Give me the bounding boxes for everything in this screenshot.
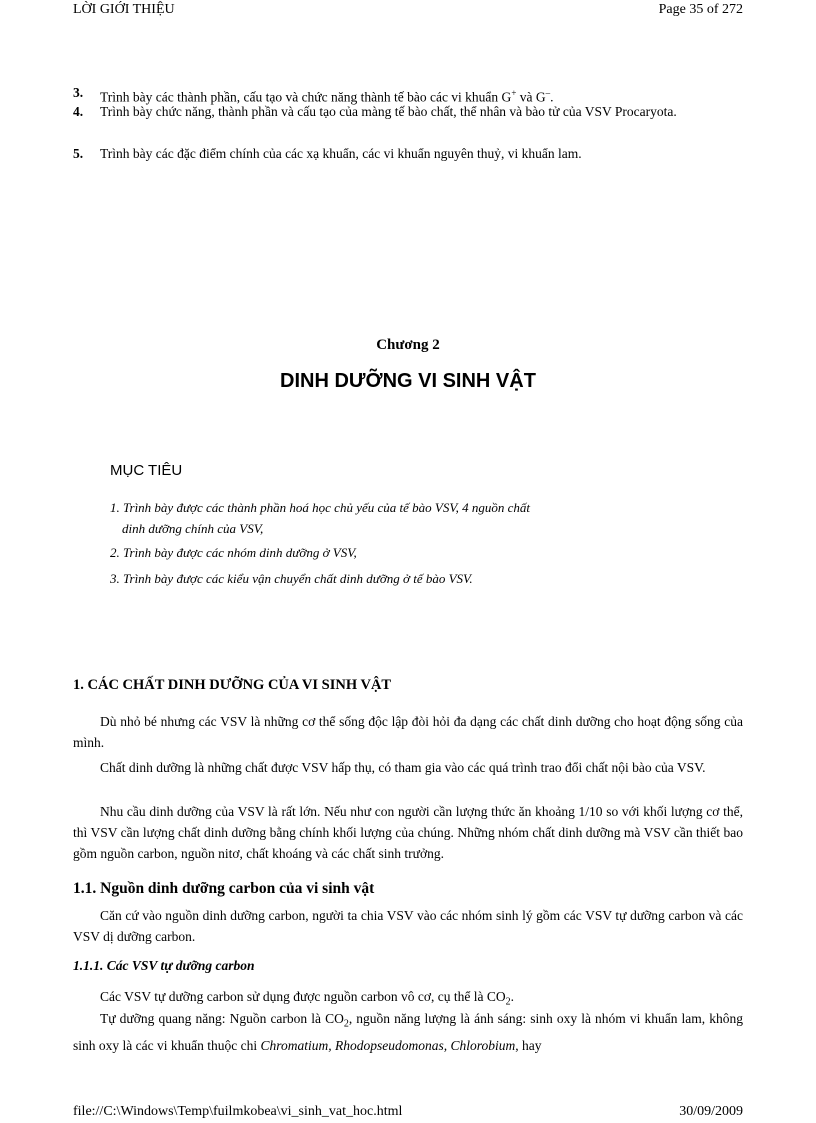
subsection-heading: 1.1. Nguồn dinh dưỡng carbon của vi sinh vật [73, 880, 375, 897]
header-title: LỜI GIỚI THIỆU [73, 2, 175, 17]
objective-item: 3. Trình bày được các kiểu vận chuyển chất dinh dưỡng ở tế bào VSV. [110, 571, 473, 586]
question-item [73, 103, 743, 121]
question-item [73, 145, 743, 163]
paragraph: Căn cứ vào nguồn dinh dưỡng carbon, người ta chia VSV vào các nhóm sinh lý gồm các VSV tự dưỡng carbon và các VSV dị dưỡng carbon. [73, 908, 743, 944]
objective-line: dinh dưỡng chính của VSV, [122, 521, 264, 536]
paragraph: Chất dinh dưỡng là những chất được VSV hấp thụ, có tham gia vào các quá trình trao đổi chất nội bào của VSV. [100, 760, 706, 775]
footer-date: 30/09/2009 [679, 1104, 743, 1119]
objective-item: 2. Trình bày được các nhóm dinh dưỡng ở VSV, [110, 545, 357, 560]
question-text: Trình bày các thành phần, cấu tạo và chức năng thành tế bào các vi khuẩn G+ và G–. [100, 88, 554, 105]
paragraph: Nhu cầu dinh dưỡng của VSV là rất lớn. Nếu như con người cần lượng thức ăn khoảng 1/10 so với khối lượng cơ thể, thì VSV cần lượng chất dinh dưỡng bằng chính khối lượng của chúng. Những nhóm chất dinh dưỡng mà VSV cần thiết bao gồm nguồn carbon, nguồn nitơ, chất khoáng và các chất sinh trưởng. [73, 804, 743, 861]
footer-file-path: file://C:\Windows\Temp\fuilmkobea\vi_sinh_vat_hoc.html [73, 1104, 403, 1119]
question-number: 3. [73, 85, 84, 100]
section-heading: 1. CÁC CHẤT DINH DƯỠNG CỦA VI SINH VẬT [73, 677, 392, 693]
header-page-number: Page 35 of 272 [658, 2, 743, 17]
chapter-title: DINH DƯỠNG VI SINH VẬT [280, 370, 536, 392]
objective-line: 1. Trình bày được các thành phần hoá học chủ yếu của tế bào VSV, 4 nguồn chất [110, 500, 530, 515]
paragraph: Tự dưỡng quang năng: Nguồn carbon là $CO_2$, nguồn năng lượng là ánh sáng: sinh oxy là nhóm vi khuẩn lam, không sinh oxy là các vi khuẩn thuộc chi Chromatium, Rhodopseudomonas, Chlorobium, hay [73, 1011, 743, 1053]
question-number: 5. [73, 146, 84, 161]
paragraph: Dù nhỏ bé nhưng các VSV là những cơ thể sống độc lập đòi hỏi đa dạng các chất dinh dưỡng cho hoạt động sống của mình. [73, 714, 743, 750]
paragraph: Các VSV tự dưỡng carbon sử dụng được nguồn carbon vô cơ, cụ thể là $CO_2$. [100, 989, 514, 1008]
question-text: Trình bày chức năng, thành phần và cấu tạo của màng tế bào chất, thể nhân và bào tử của VSV Procaryota. [100, 104, 677, 119]
question-number: 4. [73, 104, 84, 119]
question-text: Trình bày các đặc điểm chính của các xạ khuẩn, các vi khuẩn nguyên thuỷ, vi khuẩn lam. [100, 146, 582, 161]
objectives-heading: MỤC TIÊU [110, 462, 183, 479]
objective-item [110, 497, 690, 539]
subsubsection-heading: 1.1.1. Các VSV tự dưỡng carbon [73, 958, 255, 973]
chapter-label: Chương 2 [376, 337, 440, 353]
